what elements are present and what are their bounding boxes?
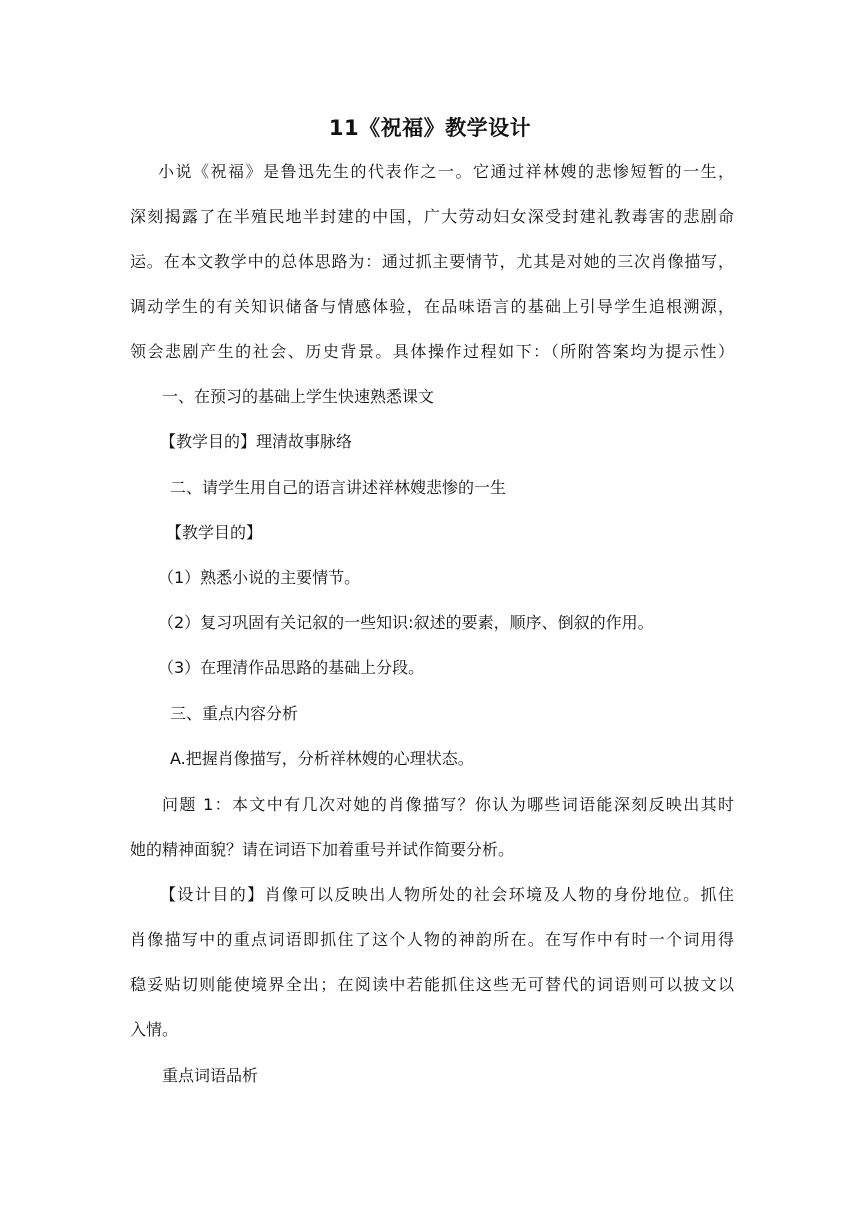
design-purpose-line: 入情。 xyxy=(130,1020,179,1039)
question-line: 问题 1：本文中有几次对她的肖像描写？你认为哪些词语能深刻反映出其时 xyxy=(162,795,734,814)
design-purpose-line: 【设计目的】肖像可以反映出人物所处的社会环境及人物的身份地位。抓住 xyxy=(160,885,734,904)
document-title: 11《祝福》教学设计 xyxy=(328,116,532,140)
section-1-goal: 【教学目的】理清故事脉络 xyxy=(160,432,353,451)
key-words-heading: 重点词语品析 xyxy=(162,1066,259,1085)
section-2-goal-item: （3）在理清作品思路的基础上分段。 xyxy=(158,658,425,677)
section-heading-3: 三、重点内容分析 xyxy=(170,704,299,723)
section-2-goal-item: （1）熟悉小说的主要情节。 xyxy=(158,568,361,587)
question-line: 她的精神面貌？请在词语下加着重号并试作简要分析。 xyxy=(130,840,515,859)
section-2-goal-item: （2）复习巩固有关记叙的一些知识:叙述的要素，顺序、倒叙的作用。 xyxy=(158,613,654,632)
section-2-goal-label: 【教学目的】 xyxy=(166,523,263,542)
intro-line: 深刻揭露了在半殖民地半封建的中国，广大劳动妇女深受封建礼教毒害的悲剧命 xyxy=(130,207,734,226)
intro-line: 运。在本文教学中的总体思路为：通过抓主要情节，尤其是对她的三次肖像描写， xyxy=(130,252,734,271)
intro-line: 领会悲剧产生的社会、历史背景。具体操作过程如下：（所附答案均为提示性） xyxy=(130,342,734,361)
section-heading-1: 一、在预习的基础上学生快速熟悉课文 xyxy=(162,387,435,406)
design-purpose-line: 稳妥贴切则能使境界全出；在阅读中若能抓住这些无可替代的词语则可以披文以 xyxy=(130,975,734,994)
design-purpose-line: 肖像描写中的重点词语即抓住了这个人物的神韵所在。在写作中有时一个词用得 xyxy=(130,930,734,949)
intro-line: 调动学生的有关知识储备与情感体验，在品味语言的基础上引导学生追根溯源， xyxy=(130,297,734,316)
section-3-subheading-a: A.把握肖像描写，分析祥林嫂的心理状态。 xyxy=(170,749,474,768)
section-heading-2: 二、请学生用自己的语言讲述祥林嫂悲惨的一生 xyxy=(170,478,507,497)
intro-line: 小说《祝福》是鲁迅先生的代表作之一。它通过祥林嫂的悲惨短暂的一生， xyxy=(158,162,734,181)
